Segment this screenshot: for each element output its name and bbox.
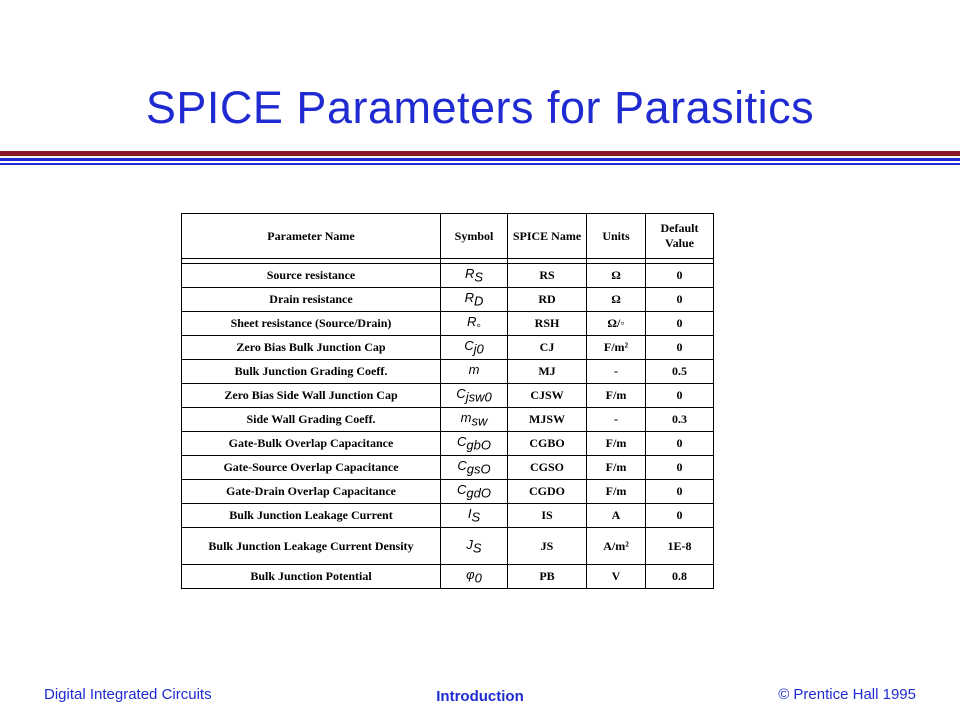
symbol-cell: [441, 432, 508, 456]
title-rule-blue: [0, 158, 960, 161]
symbol-text: C: [457, 482, 467, 498]
parameter-name-cell: Gate-Bulk Overlap Capacitance: [182, 432, 441, 456]
units-cell: A: [587, 504, 646, 528]
table-row: [182, 432, 714, 456]
table-row: [182, 312, 714, 336]
symbol-cell: [441, 288, 508, 312]
units-cell: -: [587, 360, 646, 384]
units-cell: F/m: [587, 432, 646, 456]
symbol-cell: [441, 456, 508, 480]
spice-name-cell: RSH: [508, 312, 587, 336]
default-value-cell: 0.3: [646, 408, 714, 432]
symbol-text: R: [464, 266, 475, 282]
symbol-text: C: [464, 338, 474, 354]
parameter-name-cell: Zero Bias Bulk Junction Cap: [182, 336, 441, 360]
table-header-row: [182, 214, 714, 259]
units-cell: Ω: [587, 288, 646, 312]
symbol-text: m: [460, 410, 472, 426]
symbol-cell: [441, 336, 508, 360]
symbol-cell: [441, 528, 508, 565]
default-value-cell: 0: [646, 264, 714, 288]
symbol-subscript: ◦: [476, 317, 481, 333]
default-value-cell: 0: [646, 384, 714, 408]
default-value-cell: 0: [646, 456, 714, 480]
parameter-name-cell: Source resistance: [182, 264, 441, 288]
spice-name-cell: CJSW: [508, 384, 587, 408]
symbol-subscript: gsO: [466, 461, 491, 477]
symbol-cell: [441, 565, 508, 589]
default-value-cell: 0.8: [646, 565, 714, 589]
units-cell: V: [587, 565, 646, 589]
default-value-cell: 0: [646, 504, 714, 528]
symbol-cell: [441, 384, 508, 408]
footer-section: Introduction: [436, 688, 524, 705]
title-rule-red: [0, 151, 960, 156]
slide-title: SPICE Parameters for Parasitics: [145, 82, 815, 133]
table-row: [182, 528, 714, 565]
spice-name-cell: CJ: [508, 336, 587, 360]
spice-name-cell: JS: [508, 528, 587, 565]
symbol-text: C: [457, 434, 467, 450]
spice-name-cell: CGSO: [508, 456, 587, 480]
symbol-subscript: gdO: [466, 485, 491, 501]
parameter-name-cell: Drain resistance: [182, 288, 441, 312]
symbol-cell: [441, 264, 508, 288]
footer-course: Digital Integrated Circuits: [44, 686, 212, 703]
table-row: [182, 408, 714, 432]
default-value-cell: 0.5: [646, 360, 714, 384]
spice-name-cell: CGBO: [508, 432, 587, 456]
symbol-subscript: jsw0: [465, 389, 492, 405]
spice-name-cell: MJ: [508, 360, 587, 384]
units-cell: Ω/◦: [587, 312, 646, 336]
symbol-text: φ: [466, 567, 475, 583]
header-units: Units: [587, 214, 646, 259]
symbol-subscript: S: [474, 269, 484, 285]
parameter-name-cell: Bulk Junction Grading Coeff.: [182, 360, 441, 384]
footer-copyright: © Prentice Hall 1995: [778, 686, 916, 703]
symbol-subscript: D: [474, 293, 484, 309]
symbol-cell: [441, 360, 508, 384]
header-default-value: Default Value: [646, 214, 714, 259]
table-body: [182, 264, 714, 589]
table-row: [182, 384, 714, 408]
spice-parameters-table: [181, 213, 714, 589]
spice-name-cell: RD: [508, 288, 587, 312]
spice-name-cell: IS: [508, 504, 587, 528]
parameter-name-cell: Sheet resistance (Source/Drain): [182, 312, 441, 336]
units-cell: F/m: [587, 384, 646, 408]
table-row: [182, 480, 714, 504]
symbol-text: J: [466, 536, 473, 552]
units-cell: F/m: [587, 456, 646, 480]
spice-name-cell: PB: [508, 565, 587, 589]
header-spice-name: SPICE Name: [508, 214, 587, 259]
parameter-name-cell: Gate-Source Overlap Capacitance: [182, 456, 441, 480]
spice-name-cell: MJSW: [508, 408, 587, 432]
spice-name-cell: RS: [508, 264, 587, 288]
symbol-text: R: [464, 290, 474, 306]
symbol-cell: [441, 408, 508, 432]
units-cell: F/m: [587, 480, 646, 504]
default-value-cell: 1E-8: [646, 528, 714, 565]
parameter-name-cell: Bulk Junction Potential: [182, 565, 441, 589]
symbol-subscript: sw: [471, 413, 488, 429]
table-row: [182, 565, 714, 589]
parameter-name-cell: Bulk Junction Leakage Current: [182, 504, 441, 528]
units-cell: Ω: [587, 264, 646, 288]
table-row: [182, 360, 714, 384]
table-row: [182, 336, 714, 360]
default-value-cell: 0: [646, 432, 714, 456]
units-cell: F/m²: [587, 336, 646, 360]
default-value-cell: 0: [646, 336, 714, 360]
parameter-name-cell: Zero Bias Side Wall Junction Cap: [182, 384, 441, 408]
symbol-cell: [441, 480, 508, 504]
title-rule-blue-thin: [0, 163, 960, 165]
table-row: [182, 456, 714, 480]
symbol-subscript: 0: [474, 570, 482, 586]
symbol-cell: [441, 504, 508, 528]
symbol-subscript: S: [472, 540, 482, 556]
parameter-name-cell: Bulk Junction Leakage Current Density: [182, 528, 441, 565]
table-row: [182, 504, 714, 528]
spice-name-cell: CGDO: [508, 480, 587, 504]
header-symbol: Symbol: [441, 214, 508, 259]
default-value-cell: 0: [646, 288, 714, 312]
symbol-text: C: [456, 386, 466, 402]
symbol-cell: [441, 312, 508, 336]
parameter-name-cell: Gate-Drain Overlap Capacitance: [182, 480, 441, 504]
default-value-cell: 0: [646, 312, 714, 336]
symbol-subscript: j0: [473, 341, 484, 357]
symbol-text: C: [457, 458, 467, 474]
symbol-text: m: [468, 362, 480, 378]
header-parameter-name: Parameter Name: [182, 214, 441, 259]
symbol-text: R: [467, 314, 477, 330]
symbol-subscript: gbO: [466, 437, 491, 453]
units-cell: A/m²: [587, 528, 646, 565]
units-cell: -: [587, 408, 646, 432]
table-row: [182, 288, 714, 312]
parameter-name-cell: Side Wall Grading Coeff.: [182, 408, 441, 432]
default-value-cell: 0: [646, 480, 714, 504]
symbol-text: I: [467, 506, 472, 522]
table-row: [182, 264, 714, 288]
symbol-subscript: S: [471, 509, 481, 525]
